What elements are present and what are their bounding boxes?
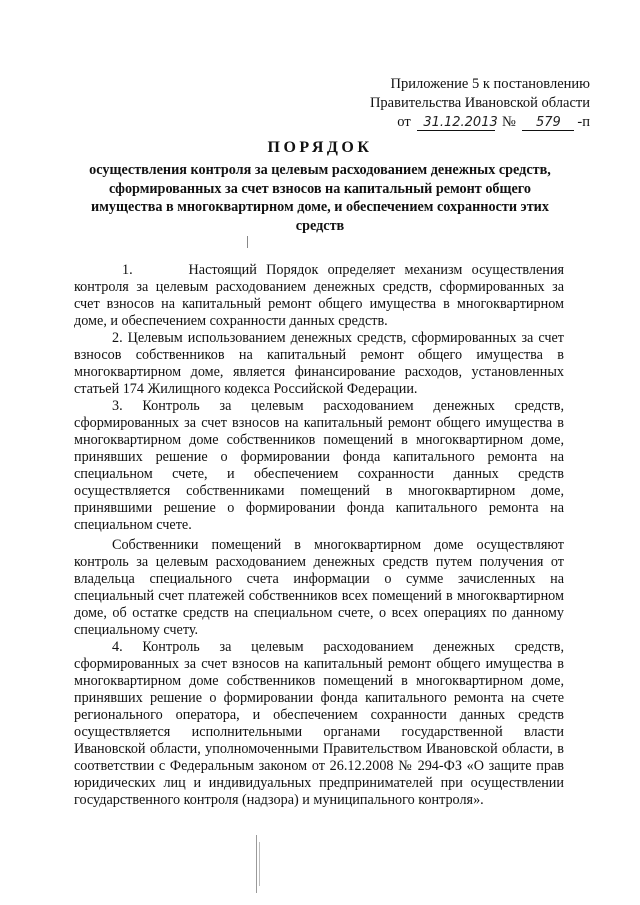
document-subtitle: осуществления контроля за целевым расходованием денежных средств, сформированных за счет взносов на капитальный ремонт общего имущества в многоквартирном доме, и обеспечением сохранности этих средств [89,162,551,234]
scan-artifact-line [256,835,257,893]
text-cursor-mark [247,236,248,248]
paragraph-4: Собственники помещений в многоквартирном доме осуществляют контроль за целевым расходованием денежных средств путем получения от владельца специального счета информации о сумме зачисленных на специальный счет платежей собственников всех помещений в многоквартирном доме, об остатке средств на специальном счете, о всех операциях по данному специальному счету. [74,537,564,638]
paragraph-3: 3. Контроль за целевым расходованием денежных средств, сформированных за счет взносов на капитальный ремонт общего имущества в многоквартирном доме собственников помещений в многоквартирном доме, принявших решение о формировании фонда капитального ремонта на специальном счете, и обеспечением сохранности данных средств осуществляется собственниками помещений в многоквартирном доме, принявшими решение о формировании фонда капитального ремонта на специальном счете. [74,398,564,533]
document-body [74,262,564,809]
number-label: № [501,114,516,130]
scan-artifact-line-2 [259,842,260,886]
paragraph-1: 1. Настоящий Порядок определяет механизм осуществления контроля за целевым расходованием денежных средств, сформированных за счет взносов на капитальный ремонт общего имущества в многоквартирном доме, и обеспечением сохранности данных средств. [74,262,564,329]
appendix-header [370,75,590,132]
from-label: от [397,114,411,130]
title-block [72,137,568,235]
paragraph-5: 4. Контроль за целевым расходованием денежных средств, сформированных за счет взносов на капитальный ремонт общего имущества в многоквартирном доме собственников помещений в многоквартирном доме, принявших решение о формировании фонда капитального ремонта на счете регионального оператора, и обеспечением сохранности данных средств осуществляется исполнительными органами государственной власти Ивановской области, уполномоченными Правительством Ивановской области, в соответствии с Федеральным законом от 26.12.2008 № 294-ФЗ «О защите прав юридических лиц и индивидуальных предпринимателей при осуществлении государственного контроля (надзора) и муниципального контроля». [74,639,564,808]
appendix-line-3 [370,113,590,132]
appendix-line-1: Приложение 5 к постановлению [390,76,590,92]
handwritten-number: 579 [522,115,574,131]
paragraph-2: 2. Целевым использованием денежных средств, сформированных за счет взносов собственников на капитальный ремонт общего имущества в многоквартирном доме, является финансирование расходов, установленных статьей 174 Жилищного кодекса Российской Федерации. [74,330,564,397]
document-title: ПОРЯДОК [267,139,373,156]
appendix-line-2: Правительства Ивановской области [369,95,590,111]
number-suffix: -п [577,114,590,130]
handwritten-date: 31.12.2013 [417,115,495,131]
